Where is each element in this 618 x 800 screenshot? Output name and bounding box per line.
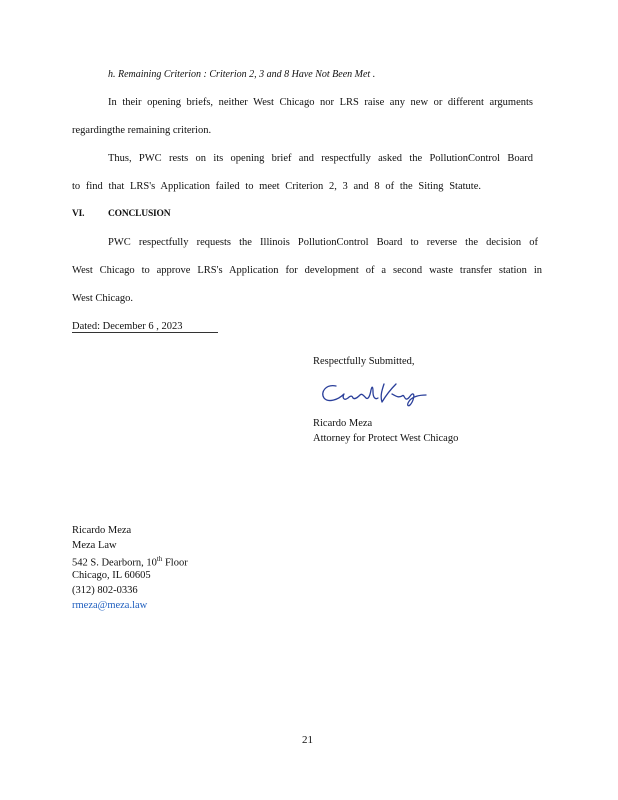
signatory-title: Attorney for Protect West Chicago [313,433,459,444]
contact-city: Chicago, IL 60605 [72,570,151,581]
paragraph-3-line-2: West Chicago to approve LRS's Application for development of a second waste transfer station in [72,265,542,276]
subsection-heading: h. Remaining Criterion : Criterion 2, 3 and 8 Have Not Been Met . [108,69,376,80]
contact-address-main: 542 S. Dearborn, 10 [72,557,157,569]
paragraph-3-line-3: West Chicago. [72,293,133,304]
section-title: CONCLUSION [108,209,171,219]
paragraph-2-line-2: to find that LRS's Application failed to meet Criterion 2, 3 and 8 of the Siting Statute. [72,181,481,192]
date-line: Dated: December 6 , 2023 [72,321,218,333]
closing: Respectfully Submitted, [313,356,415,367]
contact-address-floor: Floor [162,557,188,569]
contact-firm: Meza Law [72,540,117,551]
contact-address-suffix: th [156,555,163,563]
page-number: 21 [302,734,313,746]
contact-address [72,555,188,569]
section-number: VI. [72,209,85,219]
contact-name: Ricardo Meza [72,525,132,536]
paragraph-3-line-1: PWC respectfully requests the Illinois PollutionControl Board to reverse the decision of [108,237,538,248]
contact-phone: (312) 802-0336 [72,585,138,596]
paragraph-2-line-1: Thus, PWC rests on its opening brief and respectfully asked the PollutionControl Board [108,153,533,164]
paragraph-1-line-1: In their opening briefs, neither West Chicago nor LRS raise any new or different arguments [108,97,533,108]
signatory-name: Ricardo Meza [313,418,373,429]
paragraph-1-line-2: regardingthe remaining criterion. [72,125,212,136]
signature-image [318,378,430,408]
contact-email-link[interactable]: rmeza@meza.law [72,600,148,611]
